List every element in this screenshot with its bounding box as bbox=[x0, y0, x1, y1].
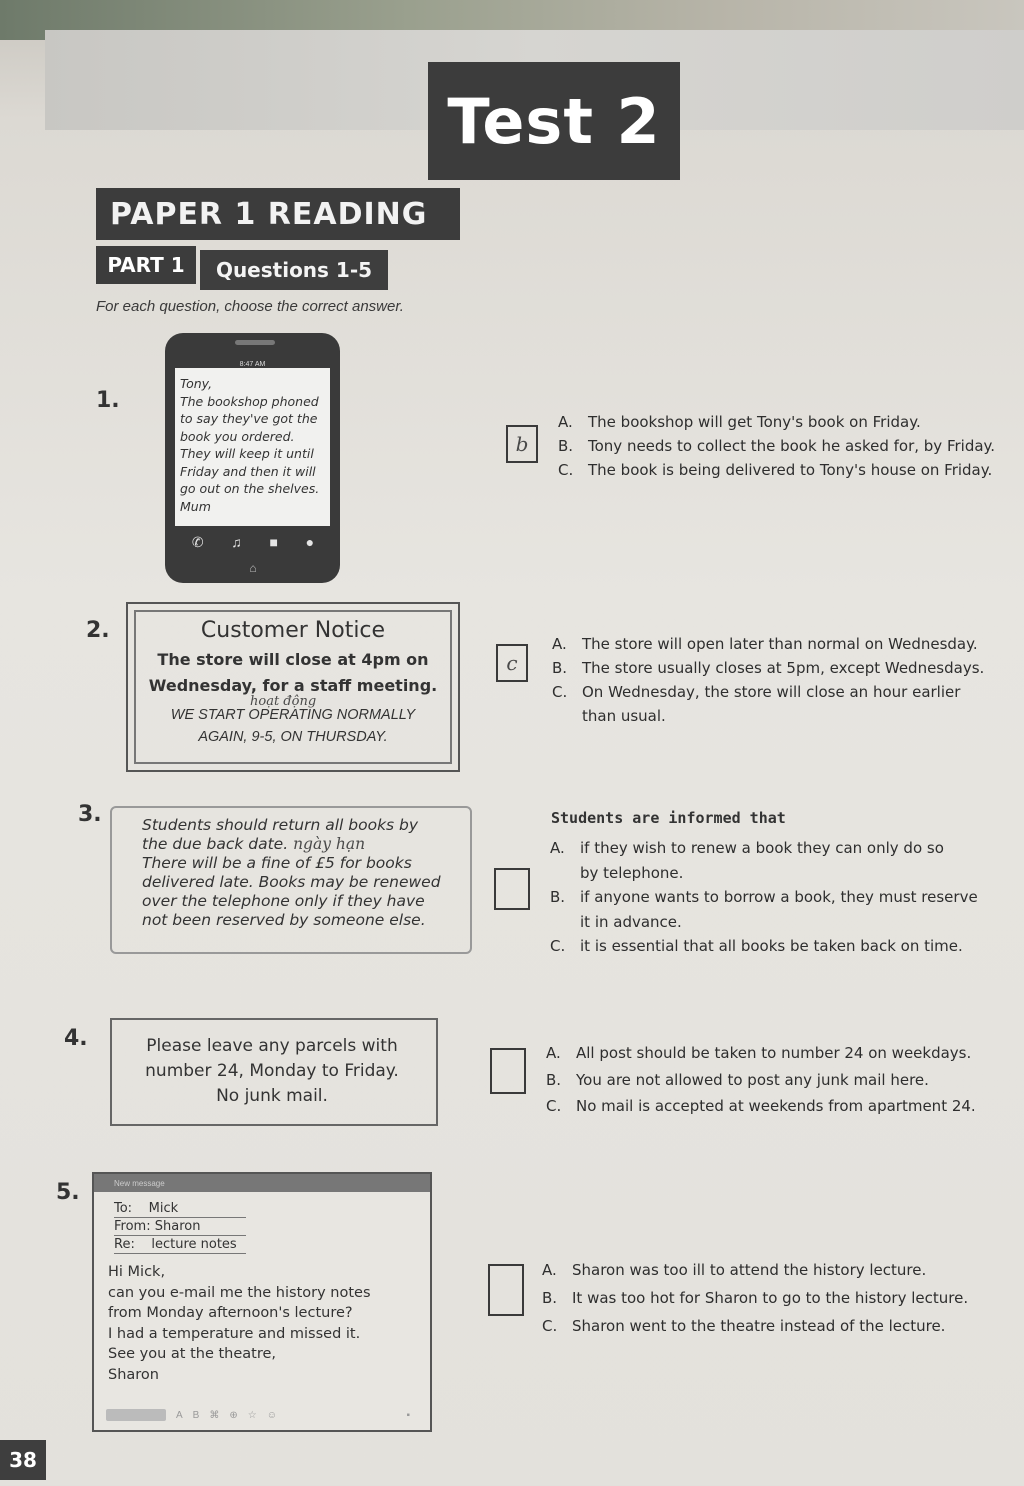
answer-box[interactable] bbox=[496, 644, 528, 682]
camera-icon: ■ bbox=[269, 534, 278, 550]
option-a[interactable]: A. All post should be taken to number 24 on weekdays. bbox=[546, 1044, 972, 1062]
parcel-message bbox=[112, 1034, 432, 1109]
email-line: can you e-mail me the history notes bbox=[108, 1284, 371, 1301]
handwritten-note: ngày hạn bbox=[293, 835, 366, 853]
phone-speaker bbox=[235, 340, 275, 345]
question-stem: Students are informed that bbox=[551, 809, 786, 827]
option-b[interactable]: B. Tony needs to collect the book he asked for, by Friday. bbox=[558, 437, 996, 455]
from-field: From: Sharon bbox=[114, 1218, 246, 1236]
notice-title: Customer Notice bbox=[200, 618, 386, 643]
to-field: To: Mick bbox=[114, 1200, 246, 1218]
page-number: 38 bbox=[0, 1440, 46, 1480]
handwritten-answer: c bbox=[506, 651, 518, 675]
home-icon: ⌂ bbox=[249, 561, 257, 575]
notice-line: AGAIN, 9-5, ON THURSDAY. bbox=[198, 729, 388, 745]
message-line: Tony, bbox=[180, 376, 213, 391]
option-c[interactable]: C. No mail is accepted at weekends from apartment 24. bbox=[546, 1097, 976, 1115]
image-icon: ⊕ bbox=[229, 1409, 238, 1421]
option-a-continued: by telephone. bbox=[580, 863, 684, 882]
email-headers bbox=[114, 1200, 246, 1254]
question-number: 5. bbox=[56, 1180, 80, 1205]
notice-line: The store will close at 4pm on bbox=[157, 650, 429, 669]
question-number: 1. bbox=[96, 388, 120, 413]
notice-line: WE START OPERATING NORMALLY bbox=[170, 707, 416, 723]
message-line: They will keep it until bbox=[180, 446, 314, 461]
answer-options bbox=[552, 632, 992, 728]
answer-box[interactable] bbox=[494, 868, 530, 910]
handwritten-answer: b bbox=[515, 432, 529, 456]
message-line: The bookshop phoned bbox=[180, 393, 319, 409]
option-a[interactable]: A. if they wish to renew a book they can only do so bbox=[550, 839, 944, 857]
note-line: over the telephone only if they have bbox=[142, 892, 425, 910]
option-b[interactable]: B. You are not allowed to post any junk mail here. bbox=[546, 1070, 929, 1089]
option-c[interactable]: C. On Wednesday, the store will close an hour earlier bbox=[552, 683, 961, 701]
trash-icon: ▪ bbox=[406, 1409, 410, 1421]
option-b[interactable]: B. if anyone wants to borrow a book, they must reserve bbox=[550, 888, 978, 906]
email-line: Hi Mick, bbox=[108, 1264, 166, 1280]
option-c-continued: than usual. bbox=[582, 707, 666, 725]
message-line: book you ordered. bbox=[180, 428, 295, 444]
part-label: PART 1 bbox=[96, 246, 196, 284]
sign-line: Please leave any parcels with bbox=[146, 1036, 398, 1056]
globe-icon: ● bbox=[305, 534, 315, 550]
question-number: 3. bbox=[78, 802, 102, 827]
option-c[interactable]: C. it is essential that all books be taken back on time. bbox=[550, 937, 963, 955]
instructions: For each question, choose the correct answer. bbox=[96, 298, 404, 315]
message-line: Friday and then it will bbox=[180, 463, 316, 479]
option-c[interactable]: C. Sharon went to the theatre instead of the lecture. bbox=[542, 1317, 946, 1335]
option-b[interactable]: B. It was too hot for Sharon to go to the history lecture. bbox=[542, 1289, 969, 1307]
option-a[interactable]: A. The store will open later than normal on Wednesday. bbox=[552, 635, 978, 653]
phone-app-icons bbox=[178, 530, 328, 554]
sign-line: number 24, Monday to Friday. bbox=[145, 1061, 399, 1081]
message-line: to say they've got the bbox=[180, 411, 318, 426]
phone-message bbox=[180, 375, 330, 515]
option-c[interactable]: C. The book is being delivered to Tony's house on Friday. bbox=[558, 461, 993, 479]
phone-status-bar: 8:47 AM bbox=[239, 360, 266, 368]
attach-icon: ⌘ bbox=[209, 1409, 220, 1421]
sign-line: No junk mail. bbox=[216, 1086, 328, 1106]
handwritten-note: hoạt động bbox=[250, 694, 317, 709]
bold-icon: B bbox=[192, 1409, 200, 1421]
answer-options bbox=[542, 1256, 1002, 1340]
option-a[interactable]: A. The bookshop will get Tony's book on Friday. bbox=[558, 413, 921, 431]
note-line: delivered late. Books may be renewed bbox=[142, 873, 441, 891]
answer-box[interactable] bbox=[506, 425, 538, 463]
note-line: Students should return all books by bbox=[142, 816, 419, 834]
answer-box[interactable] bbox=[490, 1048, 526, 1094]
email-line: See you at the theatre, bbox=[108, 1346, 277, 1362]
emoji-icon: ☺ bbox=[266, 1409, 277, 1421]
subject-field: Re: lecture notes bbox=[114, 1236, 246, 1254]
answer-options bbox=[550, 836, 990, 959]
note-line: There will be a fine of £5 for books bbox=[142, 854, 412, 872]
test-title: Test 2 bbox=[428, 62, 680, 180]
phone-call-icon: ✆ bbox=[191, 533, 204, 550]
email-line: Sharon bbox=[108, 1366, 159, 1383]
music-icon: ♫ bbox=[231, 534, 242, 550]
note-line: not been reserved by someone else. bbox=[142, 911, 426, 929]
email-body bbox=[108, 1262, 428, 1385]
email-line: from Monday afternoon's lecture? bbox=[108, 1305, 353, 1321]
email-titlebar: New message bbox=[94, 1174, 430, 1192]
answer-box[interactable] bbox=[488, 1264, 524, 1316]
notice-line: Wednesday, for a staff meeting. bbox=[148, 676, 438, 695]
library-message bbox=[142, 816, 472, 930]
message-line: Mum bbox=[180, 498, 211, 514]
option-b[interactable]: B. The store usually closes at 5pm, except Wednesdays. bbox=[552, 659, 985, 677]
answer-options bbox=[558, 410, 998, 482]
email-line: I had a temperature and missed it. bbox=[108, 1325, 361, 1342]
question-number: 4. bbox=[64, 1026, 88, 1051]
option-b-continued: it in advance. bbox=[580, 912, 682, 931]
note-line: the due back date. ngày hạn bbox=[142, 835, 366, 853]
message-line: go out on the shelves. bbox=[180, 481, 320, 496]
question-number: 2. bbox=[86, 618, 110, 643]
format-icon: A bbox=[176, 1409, 183, 1421]
option-a[interactable]: A. Sharon was too ill to attend the history lecture. bbox=[542, 1261, 927, 1279]
link-icon: ☆ bbox=[247, 1409, 257, 1421]
paper-title: PAPER 1 READING bbox=[96, 188, 460, 240]
send-button[interactable] bbox=[106, 1409, 166, 1421]
questions-label: Questions 1-5 bbox=[200, 250, 388, 290]
answer-options bbox=[546, 1040, 996, 1120]
email-toolbar bbox=[94, 1402, 430, 1428]
